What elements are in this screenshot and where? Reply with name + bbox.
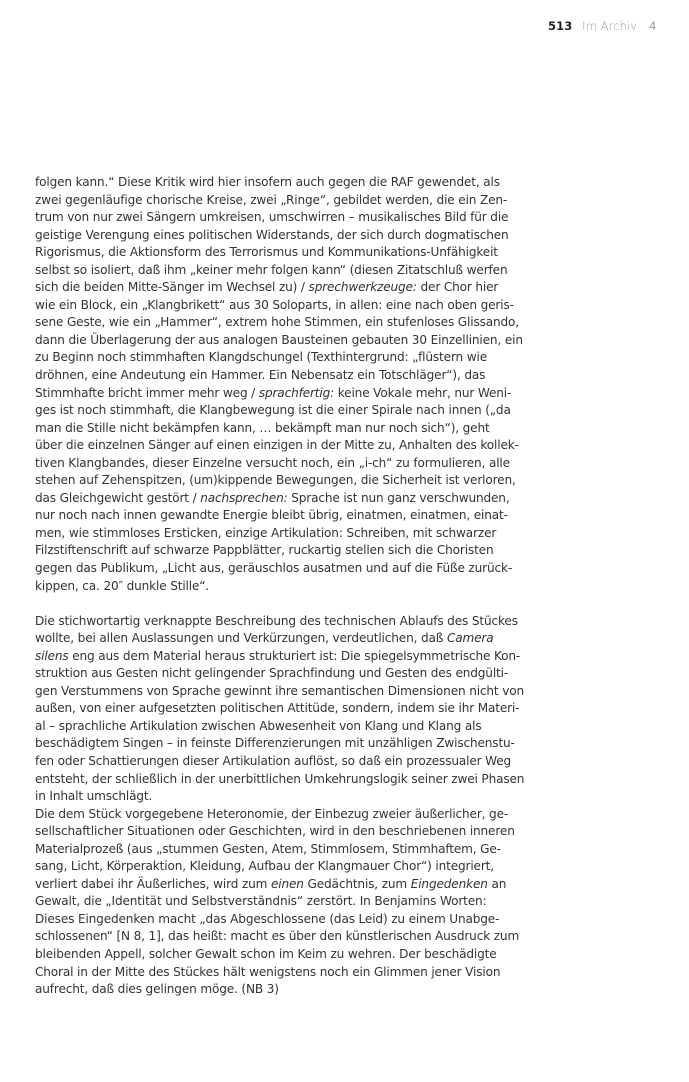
text-span: dann die Überlagerung der aus analogen Bausteinen gebauten 30 Einzellinien, ein xyxy=(35,332,523,347)
text-line xyxy=(35,367,635,385)
text-line xyxy=(35,262,635,280)
text-line xyxy=(35,507,635,525)
text-span: wie ein Block, ein „Klangbrikett“ aus 30 Soloparts, in allen: eine nach oben geris- xyxy=(35,297,514,312)
italic-text: Eingedenken xyxy=(410,876,488,891)
text-line xyxy=(35,771,635,789)
text-line xyxy=(35,297,635,315)
text-span: verliert dabei ihr Äußerliches, wird zum xyxy=(35,876,271,891)
text-line xyxy=(35,227,635,245)
text-line xyxy=(35,613,635,631)
text-span: nur noch nach innen gewandte Energie bleibt übrig, einatmen, einatmen, einat- xyxy=(35,508,508,523)
text-span: dröhnen, eine Andeutung ein Hammer. Ein Nebensatz ein Totschläger“), das xyxy=(35,368,486,383)
text-span: man die Stille nicht bekämpfen kann, … bekämpft man nur noch sich“), geht xyxy=(35,420,490,435)
text-line xyxy=(35,648,635,666)
text-span: Materialprozeß (aus „stummen Gesten, Atem, Stimmlosem, Stimmhaftem, Ge- xyxy=(35,841,501,856)
text-line xyxy=(35,735,635,753)
text-line xyxy=(35,893,635,911)
text-line xyxy=(35,560,635,578)
text-span: an xyxy=(487,876,507,891)
text-line xyxy=(35,788,635,806)
text-line xyxy=(35,174,635,192)
text-line xyxy=(35,665,635,683)
text-span: trum von nur zwei Sängern umkreisen, umschwirren – musikalisches Bild für die xyxy=(35,210,509,225)
text-line xyxy=(35,314,635,332)
text-span: sich die beiden Mitte-Sänger im Wechsel zu) / xyxy=(35,280,309,295)
text-span: Die dem Stück vorgegebene Heteronomie, der Einbezug zweier äußerlicher, ge- xyxy=(35,806,509,821)
text-span: Dieses Eingedenken macht „das Abgeschlossene (das Leid) zu einem Unabge- xyxy=(35,911,500,926)
text-line xyxy=(35,858,635,876)
text-span: fen oder Schattierungen dieser Artikulation auflöst, so daß ein prozessualer Weg xyxy=(35,754,512,768)
text-line xyxy=(35,753,635,771)
running-header xyxy=(548,19,656,33)
text-line xyxy=(35,683,635,701)
text-line xyxy=(35,420,635,438)
text-span: gegen das Publikum, „Licht aus, geräuschlos ausatmen und auf die Füße zurück- xyxy=(35,561,513,576)
text-line xyxy=(35,437,635,455)
text-span: sene Geste, wie ein „Hammer“, extrem hohe Stimmen, ein stufenloses Glissando, xyxy=(35,315,519,330)
text-line xyxy=(35,279,635,297)
text-span: tiven Klangbandes, dieser Einzelne versucht noch, ein „i-ch“ zu formulieren, alle xyxy=(35,455,510,470)
text-line xyxy=(35,525,635,543)
text-span: gen Verstummens von Sprache gewinnt ihre semantischen Dimensionen nicht von xyxy=(35,683,524,698)
text-line xyxy=(35,542,635,560)
text-span: zwei gegenläufige chorische Kreise, zwei „Ringe“, gebildet werden, die ein Zen- xyxy=(35,192,508,207)
text-span: sang, Licht, Körperaktion, Kleidung, Aufbau der Klangmauer Chor“) integriert, xyxy=(35,859,494,874)
text-span: wollte, bei allen Auslassungen und Verkürzungen, verdeutlichen, daß xyxy=(35,631,447,646)
text-line xyxy=(35,823,635,841)
text-line xyxy=(35,806,635,824)
italic-text: silens xyxy=(35,648,69,663)
text-line xyxy=(35,981,635,999)
section-title: Im Archiv xyxy=(582,19,638,33)
italic-text: nachsprechen: xyxy=(200,490,288,505)
text-span: al – sprachliche Artikulation zwischen Abwesenheit von Klang und Klang als xyxy=(35,718,482,733)
italic-text: Camera xyxy=(446,631,494,646)
italic-text: sprachfertig: xyxy=(258,385,335,400)
text-line xyxy=(35,928,635,946)
italic-text: sprechwerkzeuge: xyxy=(308,280,417,295)
italic-text: einen xyxy=(271,876,304,891)
text-line xyxy=(35,911,635,929)
text-span: entsteht, der schließlich in der unerbittlichen Umkehrungslogik seiner zwei Phasen xyxy=(35,771,525,786)
text-span: schlossenen“ [N 8, 1], das heißt: macht es über den künstlerischen Ausdruck zum xyxy=(35,929,520,944)
paragraph-2 xyxy=(35,613,635,806)
text-span: Choral in der Mitte des Stückes hält wenigstens noch ein Glimmen jener Vision xyxy=(35,964,501,979)
text-span: in Inhalt umschlägt. xyxy=(35,789,153,804)
text-line xyxy=(35,946,635,964)
text-line xyxy=(35,192,635,210)
text-span: Gedächtnis, zum xyxy=(303,876,411,891)
text-span: Gewalt, die „Identität und Selbstverständnis“ zerstört. In Benjamins Worten: xyxy=(35,894,487,909)
text-line xyxy=(35,841,635,859)
text-span: Filzstiftenschrift auf schwarze Pappblätter, ruckartig stellen sich die Choristen xyxy=(35,543,494,558)
text-line xyxy=(35,718,635,736)
text-span: zu Beginn noch stimmhaften Klangdschungel (Texthintergrund: „flüstern wie xyxy=(35,350,488,365)
text-span: men, wie stimmloses Ersticken, einzige Artikulation: Schreiben, mit schwarzer xyxy=(35,525,497,540)
text-line xyxy=(35,876,635,894)
text-line xyxy=(35,244,635,262)
text-span: beschädigtem Singen – in feinste Differenzierungen mit unzähligen Zwischenstu- xyxy=(35,736,515,751)
text-span: Die stichwortartig verknappte Beschreibung des technischen Ablaufs des Stückes xyxy=(35,613,518,628)
text-line xyxy=(35,455,635,473)
text-line xyxy=(35,332,635,350)
text-line xyxy=(35,578,635,596)
text-line xyxy=(35,700,635,718)
text-line xyxy=(35,964,635,982)
text-line xyxy=(35,402,635,420)
text-span: folgen kann.“ Diese Kritik wird hier insofern auch gegen die RAF gewendet, als xyxy=(35,175,500,189)
text-span: Rigorismus, die Aktionsform des Terrorismus und Kommunikations-Unfähigkeit xyxy=(35,245,498,260)
paragraph-3 xyxy=(35,806,635,999)
text-span: sellschaftlicher Situationen oder Geschichten, wird in den beschriebenen inneren xyxy=(35,824,515,839)
text-line xyxy=(35,349,635,367)
page-number: 513 xyxy=(548,19,573,33)
text-span: bleibenden Appell, solcher Gewalt schon im Keim zu wehren. Der beschädigte xyxy=(35,947,497,962)
text-span: über die einzelnen Sänger auf einen einzigen in der Mitte zu, Anhalten des kollek- xyxy=(35,438,519,453)
text-span: geistige Verengung eines politischen Widerstands, der sich durch dogmatischen xyxy=(35,227,509,242)
text-span: ges ist noch stimmhaft, die Klangbewegung ist die einer Spirale nach innen („da xyxy=(35,403,511,418)
text-span: Sprache ist nun ganz verschwunden, xyxy=(287,490,510,505)
paragraph-1 xyxy=(35,174,635,595)
text-span: kippen, ca. 20″ dunkle Stille“. xyxy=(35,578,210,593)
text-line xyxy=(35,472,635,490)
text-span: außen, von einer aufgesetzten politischen Attitüde, sondern, indem sie ihr Materi- xyxy=(35,701,520,716)
text-span: das Gleichgewicht gestört / xyxy=(35,490,201,505)
text-span: eng aus dem Material heraus strukturiert ist: Die spiegelsymmetrische Kon- xyxy=(68,648,521,663)
text-line xyxy=(35,490,635,508)
body-text xyxy=(35,174,635,999)
text-line xyxy=(35,630,635,648)
text-span: der Chor hier xyxy=(416,280,499,295)
text-span: stehen auf Zehenspitzen, (um)kippende Bewegungen, die Sicherheit ist verloren, xyxy=(35,473,516,488)
chapter-number: 4 xyxy=(648,19,657,33)
text-span: aufrecht, daß dies gelingen möge. (NB 3) xyxy=(35,982,279,997)
text-line xyxy=(35,209,635,227)
text-span: Stimmhafte bricht immer mehr weg / xyxy=(35,385,259,400)
text-span: keine Vokale mehr, nur Weni- xyxy=(334,385,512,400)
text-span: struktion aus Gesten nicht gelingender Sprachfindung und Gesten des endgülti- xyxy=(35,666,509,681)
text-span: selbst so isoliert, daß ihm „keiner mehr folgen kann“ (diesen Zitatschluß werfen xyxy=(35,262,508,277)
text-line xyxy=(35,385,635,403)
